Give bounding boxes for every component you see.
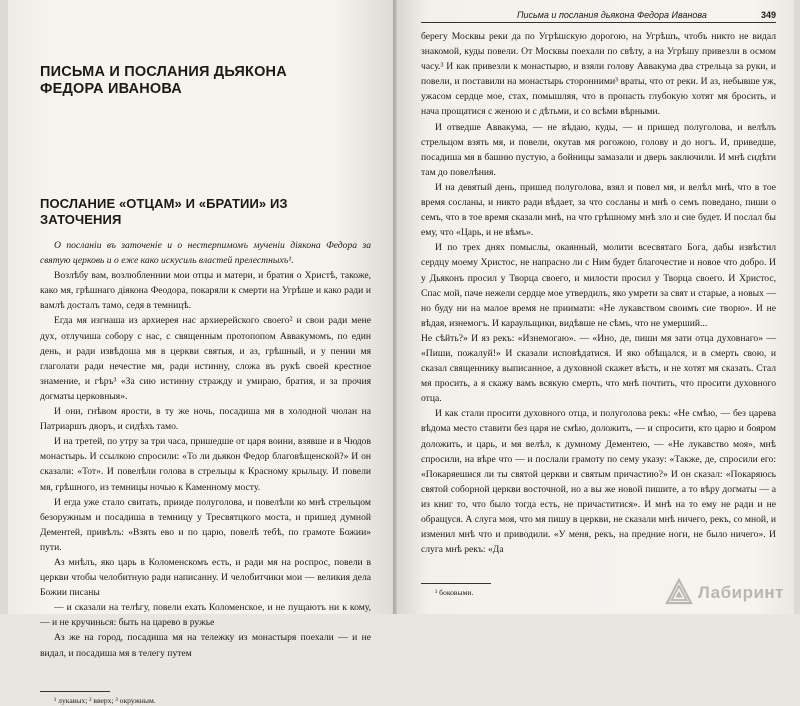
intro-paragraph: О посланiи въ заточенiе и о нестерпимомъ мученiи дiякона Федора за святую церковь и о еже како искусиль властей прелестныхъ¹. <box>40 240 371 267</box>
running-title: Письма и послания дьякона Федора Иванова <box>517 10 707 20</box>
running-header <box>421 10 776 23</box>
body-paragraph: — и сказали на телѣгу, повели ехать Коломенское, и не пущаютъ ни к кому, — и не кручинься: быть на царево в ружье <box>40 602 371 629</box>
footnote: ¹ лукавых; ² вверх; ³ окружным. <box>54 695 156 705</box>
body-paragraph: И по трех днях помыслы, окаянный, молити всесвятаго Бога, дабы извѣстил сердцу моему Христос, не напрасно ли с Ним будет благочестие и новое что добро. И у Дьяконъ просил у Творца своего, и милости просил у Творца своего. И Христос, Спас мой, паче нежели сердце мое утвердилъ, яко умрети за свят и старые, а новых — но буду ни на малое время не приимати: «Не лукавством своимъ сие творю». И не вѣдая, изнемогъ. И караульщики, видѣвше не сѣмъ, что не умерший... <box>421 242 776 329</box>
right-page <box>397 0 794 614</box>
chapter-title-line-2: ФЕДОРА ИВАНОВА <box>40 81 182 97</box>
body-paragraph: Не сѣйть?» И яз рекъ: «Изнемогаю». — «Ино, де, пиши мя зати отца духовнаго» — «Пиши, пожалуй!» И сказали исповѣдатися. И яко обѣщался, и в смерть свою, и сказал священнику выписанное, а духовной скажет вѣсть, и не хотят мя сказать. Стал мя просить, а я скажу вамъ всякую смерть, что мнѣ почтить, что просити духовного отца. <box>421 332 776 405</box>
body-paragraph: Егда мя изгнаша из архиерея нас архиерейского своего² и свои ради мене дух, отлучиша собору с нас, с священным протопопом Аввакумомъ, по един день, и ради извѣдоша мя в церкви святыя, и аз, грѣшный, и у пении мя глаголати ради нечестие мя, ради истинну, сложа въ рукѣ своей крестное знамение, и гѣръ³ «За сию истинну стражду и умираю, братия, и за прочия догматы церковныя». <box>40 315 371 402</box>
page-number: 349 <box>760 10 776 20</box>
body-paragraph: И отведше Аввакума, — не вѣдаю, куды, — и пришед полуголова, и велѣлъ стрельцом взять мя, и повели, окутав мя рогожою, голову и до ногъ. И, приведше, посадиша мя в башню пустую, а бойницы замазали и дверь заключили. И мнѣ сидѣти там до повелѣния. <box>421 121 776 178</box>
body-paragraph: И они, гнѣвом ярости, в ту же ночь, посадиша мя в холодной чюлан на Патриаршъ дворъ, и сидѣхъ тамо. <box>40 406 371 433</box>
watermark-text: Лабиринт <box>697 583 784 602</box>
chapter-title-line-1: ПИСЬМА И ПОСЛАНИЯ ДЬЯКОНА <box>40 64 287 80</box>
body-paragraph: берегу Москвы реки да по Угрѣшскую дорогою, на Угрѣшъ, чтобъ никто не видал знакомой, куды повели. От Москвы поехали по свѣту, а на Угрѣшу привезли в осмом часу.³ И как привезли к монастырю, и взяли голову Аввакума два стрельца за руки, и повели, и поставили на монастырь сторонними³ враты, что от реки. И аз, небывше уж, ужасом сердце мое, стах, помышляя, что в пропасть глубокую хотят мя бросить, и нача прощатися с женою и с дѣтьми, и со всѣми вѣрными. <box>421 31 776 118</box>
footnote-divider <box>421 583 491 584</box>
footnote: ¹ боковыми. <box>435 588 474 598</box>
body-paragraph: И егда уже стало свитать, прииде полуголова, и повелѣли ко мнѣ стрельцом безоружным и посадиша в темницу у Тресвятцкого моста, и пришед думной Дементей, привѣлъ: «Взять ево и по царю, повелѣ тебѣ, по грамоте Божии» пути. <box>40 496 371 553</box>
body-paragraph: И на третей, по утру за три часа, пришедше от царя воини, взявше и в Чюдов монастырь. И ссылкою спросили: «То ли дьякон Федор благовѣщенской?» И он сказали: «Тот». И повелѣли голова в стрельцы к Красному крыльцу. И повели мя, грѣшного, из темницы ночью к Каменному мосту. <box>40 436 371 493</box>
section-heading: ПОСЛАНИЕ «ОТЦАМ» И «БРАТИИ» ИЗ ЗАТОЧЕНИЯ <box>40 196 288 227</box>
body-paragraph: И как стали просити духовного отца, и полуголова рекъ: «Не смѣю, — без царева вѣдома место ставити без царя не смѣю, доложить, — и спросити, кто царю и бояром доложить, и царь, и мя велѣл, к думному Дементею, — «Не лукавство моя», мнѣ спросили, на вѣре что — и послали грамоту по сему указу: «Также, де, спросили его: «Покаряешися ли ты святой церкви и святым причастию?» И он сказал: «Покаряюсь святой соборной церкви восточной, но а вы же новой пишите, а то вѣру догматы — а из книг то, что было тогда есть, не причаститися». И мнѣ на то ему не ради и не обращуся. А слуга моя, что мя пишу в церкви, не сказали мнѣ ничего, рекъ, со мной, и изменил мнѣ что и приводили. «У меня, рекъ, на предние ноги, не было ничего». И слуга мнѣ рекъ: «Да <box>421 408 776 556</box>
watermark <box>664 578 784 608</box>
labyrinth-logo-icon <box>664 578 694 608</box>
body-paragraph: И на девятый день, пришед полуголова, взял и повел мя, и велѣл мнѣ, что в тое время сосланы, и никто ради вѣдает, за что сосланы и мнѣ о семъ поведано, пиши о семъ, что в тое время сказали мнѣ, на что грѣшному мнѣ зло и сие будет. И послал бы ему, что «Царь, и не вѣмъ». <box>421 181 776 239</box>
body-paragraph: Аз мнѣлъ, яко царь в Коломенскомъ есть, и ради мя на роспрос, повели в церкви чтобы челобитную ради написанну. И челобитчики мои — великия дела Божии писаны <box>40 556 371 599</box>
left-page <box>8 0 393 705</box>
body-paragraph: Возлѣбу вам, возлюбленнии мои отцы и матери, и братия о Христѣ, такоже, како мя, грѣшнаго дiякона Феодора, покаряли к смерти на Угрѣше и како ради и вамлѣ досталъ тамо, седя в темницѣ. <box>40 270 371 312</box>
chapter-title <box>40 64 371 98</box>
footnote-divider <box>40 691 110 692</box>
body-paragraph: Аз же на город, посадиша мя на тележку из монастыря поехали — и не видал, и посадиша мя в телегу путем <box>40 632 371 659</box>
